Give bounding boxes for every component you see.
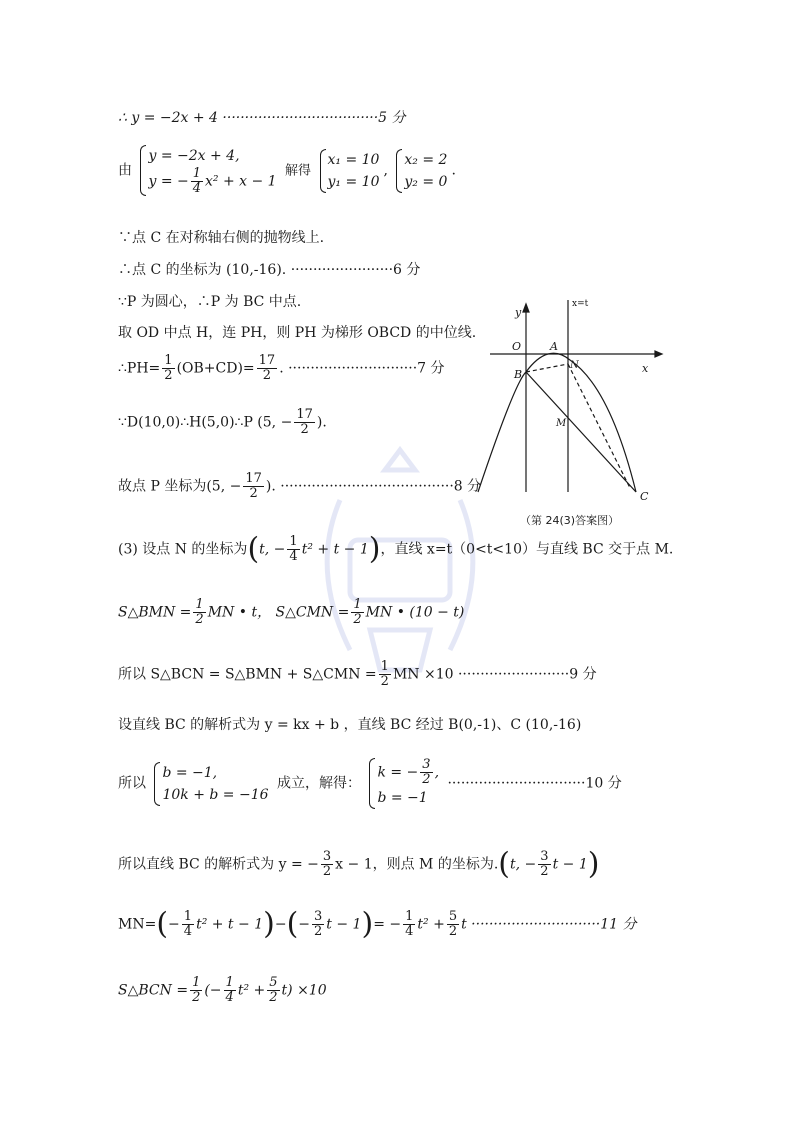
solution-label: 解得 (285, 163, 312, 179)
y-axis-arrow (523, 304, 529, 312)
segment-nc-dashed (568, 364, 630, 488)
step-line-4: ∴点 C 的坐标为 (10,-16). ·······················6 分 (118, 262, 421, 278)
step-line-11: S△BMN = $\frac{1}{2}$ MN • t， S△CMN = $\frac{1}{2}$ MN • (10 − t) (118, 597, 465, 627)
step-line-7: ∴PH= $\frac{1}{2}$ (OB+CD)= $\frac{17}{2}$ . ·····························7 分 (118, 353, 445, 383)
step-line-13: 设直线 BC 的解析式为 y = kx + b ，直线 BC 经过 B(0,-1)、C (10,-16) (118, 717, 582, 733)
equation-1: y = −2x + 4, (148, 148, 240, 164)
label-n: N (570, 360, 579, 371)
step-line-16: MN=(− $\frac{1}{4}$ t² + t − 1)−(− $\frac{3}{2}$ t − 1)= − $\frac{1}{4}$ t² + $\frac{5}{2}$ t ·····························11 分 (118, 906, 637, 942)
step-line-3: ∵点 C 在对称轴右侧的抛物线上. (118, 230, 325, 246)
parabola-figure (470, 292, 670, 502)
label-m: M (556, 418, 567, 429)
step-line-15: 所以直线 BC 的解析式为 y = − $\frac{3}{2}$ x − 1，则点 M 的坐标为.(t, − $\frac{3}{2}$ t − 1) (118, 846, 600, 882)
label-x: x (642, 362, 649, 375)
label-a: A (550, 340, 558, 353)
label-o: O (512, 340, 522, 353)
label-b: B (514, 368, 523, 381)
x-axis-arrow (655, 351, 662, 357)
label-c: C (640, 490, 649, 502)
equation-2: y = − $\frac{1}{4}$ x² + x − 1 (148, 166, 277, 196)
step-line-5: ∵P 为圆心，∴P 为 BC 中点. (118, 294, 302, 310)
step-line-1: ∴ y = −2x + 4 ···································5 分 (118, 110, 406, 126)
you-text: 由 (118, 162, 132, 179)
step-line-17: S△BCN = $\frac{1}{2}$ (− $\frac{1}{4}$ t² + $\frac{5}{2}$ t) ×10 (118, 975, 327, 1005)
bc-system: b = −1, 10k + b = −16 (154, 762, 268, 806)
equation-system (140, 145, 276, 196)
solution-2: x₂ = 2 y₂ = 0 (396, 149, 447, 193)
step-line-8: ∵D(10,0)∴H(5,0)∴P (5, − $\frac{17}{2}$ ). (118, 407, 327, 437)
step-line-6: 取 OD 中点 H，连 PH，则 PH 为梯形 OBCD 的中位线. (118, 325, 477, 341)
step-line-14: 所以 b = −1, 10k + b = −16 成立，解得： k = − $\frac{3}{2}$ , b = −1 ·······························10 分 (118, 758, 622, 809)
figure-caption: （第 24(3)答案图） (520, 514, 620, 527)
system-solve-line: 由 y = −2x + 4, y = − $\frac{1}{4}$ x² + x − 1 解得 x₁ = 10 y₁ = 10 , x₂ = 2 y₂ = 0 . (118, 145, 456, 196)
step-line-12: 所以 S△BCN = S△BMN + S△CMN = $\frac{1}{2}$ MN ×10 ·························9 分 (118, 659, 597, 689)
label-y: y (515, 306, 522, 319)
solution-1: x₁ = 10 y₁ = 10 (320, 149, 380, 193)
label-x-equals-t: x=t (572, 299, 589, 309)
bc-solution: k = − $\frac{3}{2}$ , b = −1 (369, 758, 439, 809)
step-line-9: 故点 P 坐标为(5, − $\frac{17}{2}$ ). ·······································8 分 (118, 471, 482, 501)
step-line-10: (3) 设点 N 的坐标为(t, − $\frac{1}{4}$ t² + t − 1)，直线 x=t（0<t<10）与直线 BC 交于点 M. (118, 531, 674, 567)
